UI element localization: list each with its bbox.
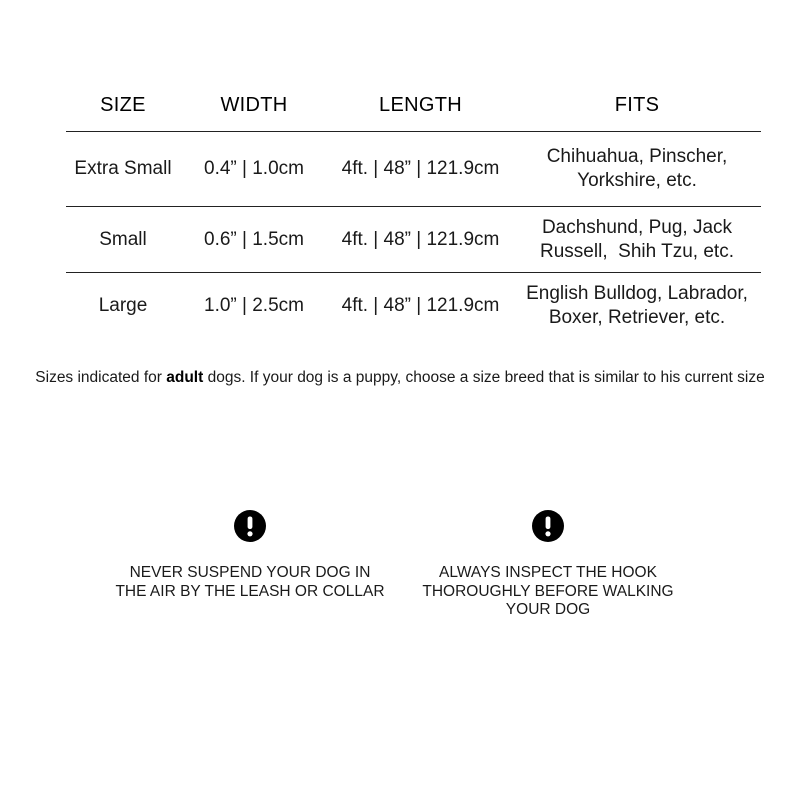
cell-width: 1.0” | 2.5cm — [204, 295, 304, 316]
cell-size: Extra Small — [74, 158, 172, 179]
table-row — [66, 273, 761, 339]
cell-fits-line: Boxer, Retriever, etc. — [548, 307, 726, 328]
cell-fits-line: Russell, Shih Tzu, etc. — [540, 240, 734, 262]
cell-length: 4ft. | 48” | 121.9cm — [341, 228, 500, 250]
cell-fits — [513, 145, 761, 193]
warning-line: THE AIR BY THE LEASH OR COLLAR — [115, 582, 385, 600]
sizing-note-suffix: dogs. If your dog is a puppy, choose a size breed that is similar to his current size — [203, 369, 765, 386]
header-length: LENGTH — [379, 93, 462, 116]
cell-fits — [513, 216, 761, 264]
cell-length: 4ft. | 48” | 121.9cm — [341, 158, 500, 179]
sizing-note-prefix: Sizes indicated for — [35, 369, 167, 386]
exclamation-circle-icon — [234, 510, 266, 542]
warning-line: NEVER SUSPEND YOUR DOG IN — [129, 564, 371, 581]
cell-fits-line: Dachshund, Pug, Jack — [541, 216, 733, 238]
cell-fits-line: English Bulldog, Labrador, — [526, 283, 748, 304]
exclamation-circle-icon — [532, 510, 564, 542]
warning-text — [408, 564, 688, 620]
warning-text — [110, 564, 390, 601]
table-row — [66, 207, 761, 273]
header-size: SIZE — [100, 93, 146, 116]
warning-line: ALWAYS INSPECT THE HOOK — [439, 564, 657, 581]
cell-fits-line: Chihuahua, Pinscher, — [546, 146, 728, 167]
cell-size: Large — [98, 295, 148, 316]
warning-line: THOROUGHLY BEFORE WALKING — [422, 582, 674, 600]
header-width: WIDTH — [220, 93, 288, 116]
warning-suspend — [110, 510, 390, 601]
cell-fits-line: Yorkshire, etc. — [577, 170, 697, 191]
warning-line: YOUR DOG — [505, 601, 591, 618]
table-row — [66, 132, 761, 207]
cell-size: Small — [99, 228, 147, 250]
sizing-note-bold: adult — [166, 369, 204, 386]
sizing-note — [0, 369, 800, 387]
warning-inspect-hook — [408, 510, 688, 620]
cell-length: 4ft. | 48” | 121.9cm — [341, 295, 500, 316]
cell-width: 0.6” | 1.5cm — [204, 228, 304, 250]
table-header-row — [66, 78, 761, 132]
cell-fits — [513, 282, 761, 330]
header-fits: FITS — [614, 93, 660, 116]
size-chart-table — [66, 78, 761, 339]
cell-width: 0.4” | 1.0cm — [204, 158, 304, 179]
